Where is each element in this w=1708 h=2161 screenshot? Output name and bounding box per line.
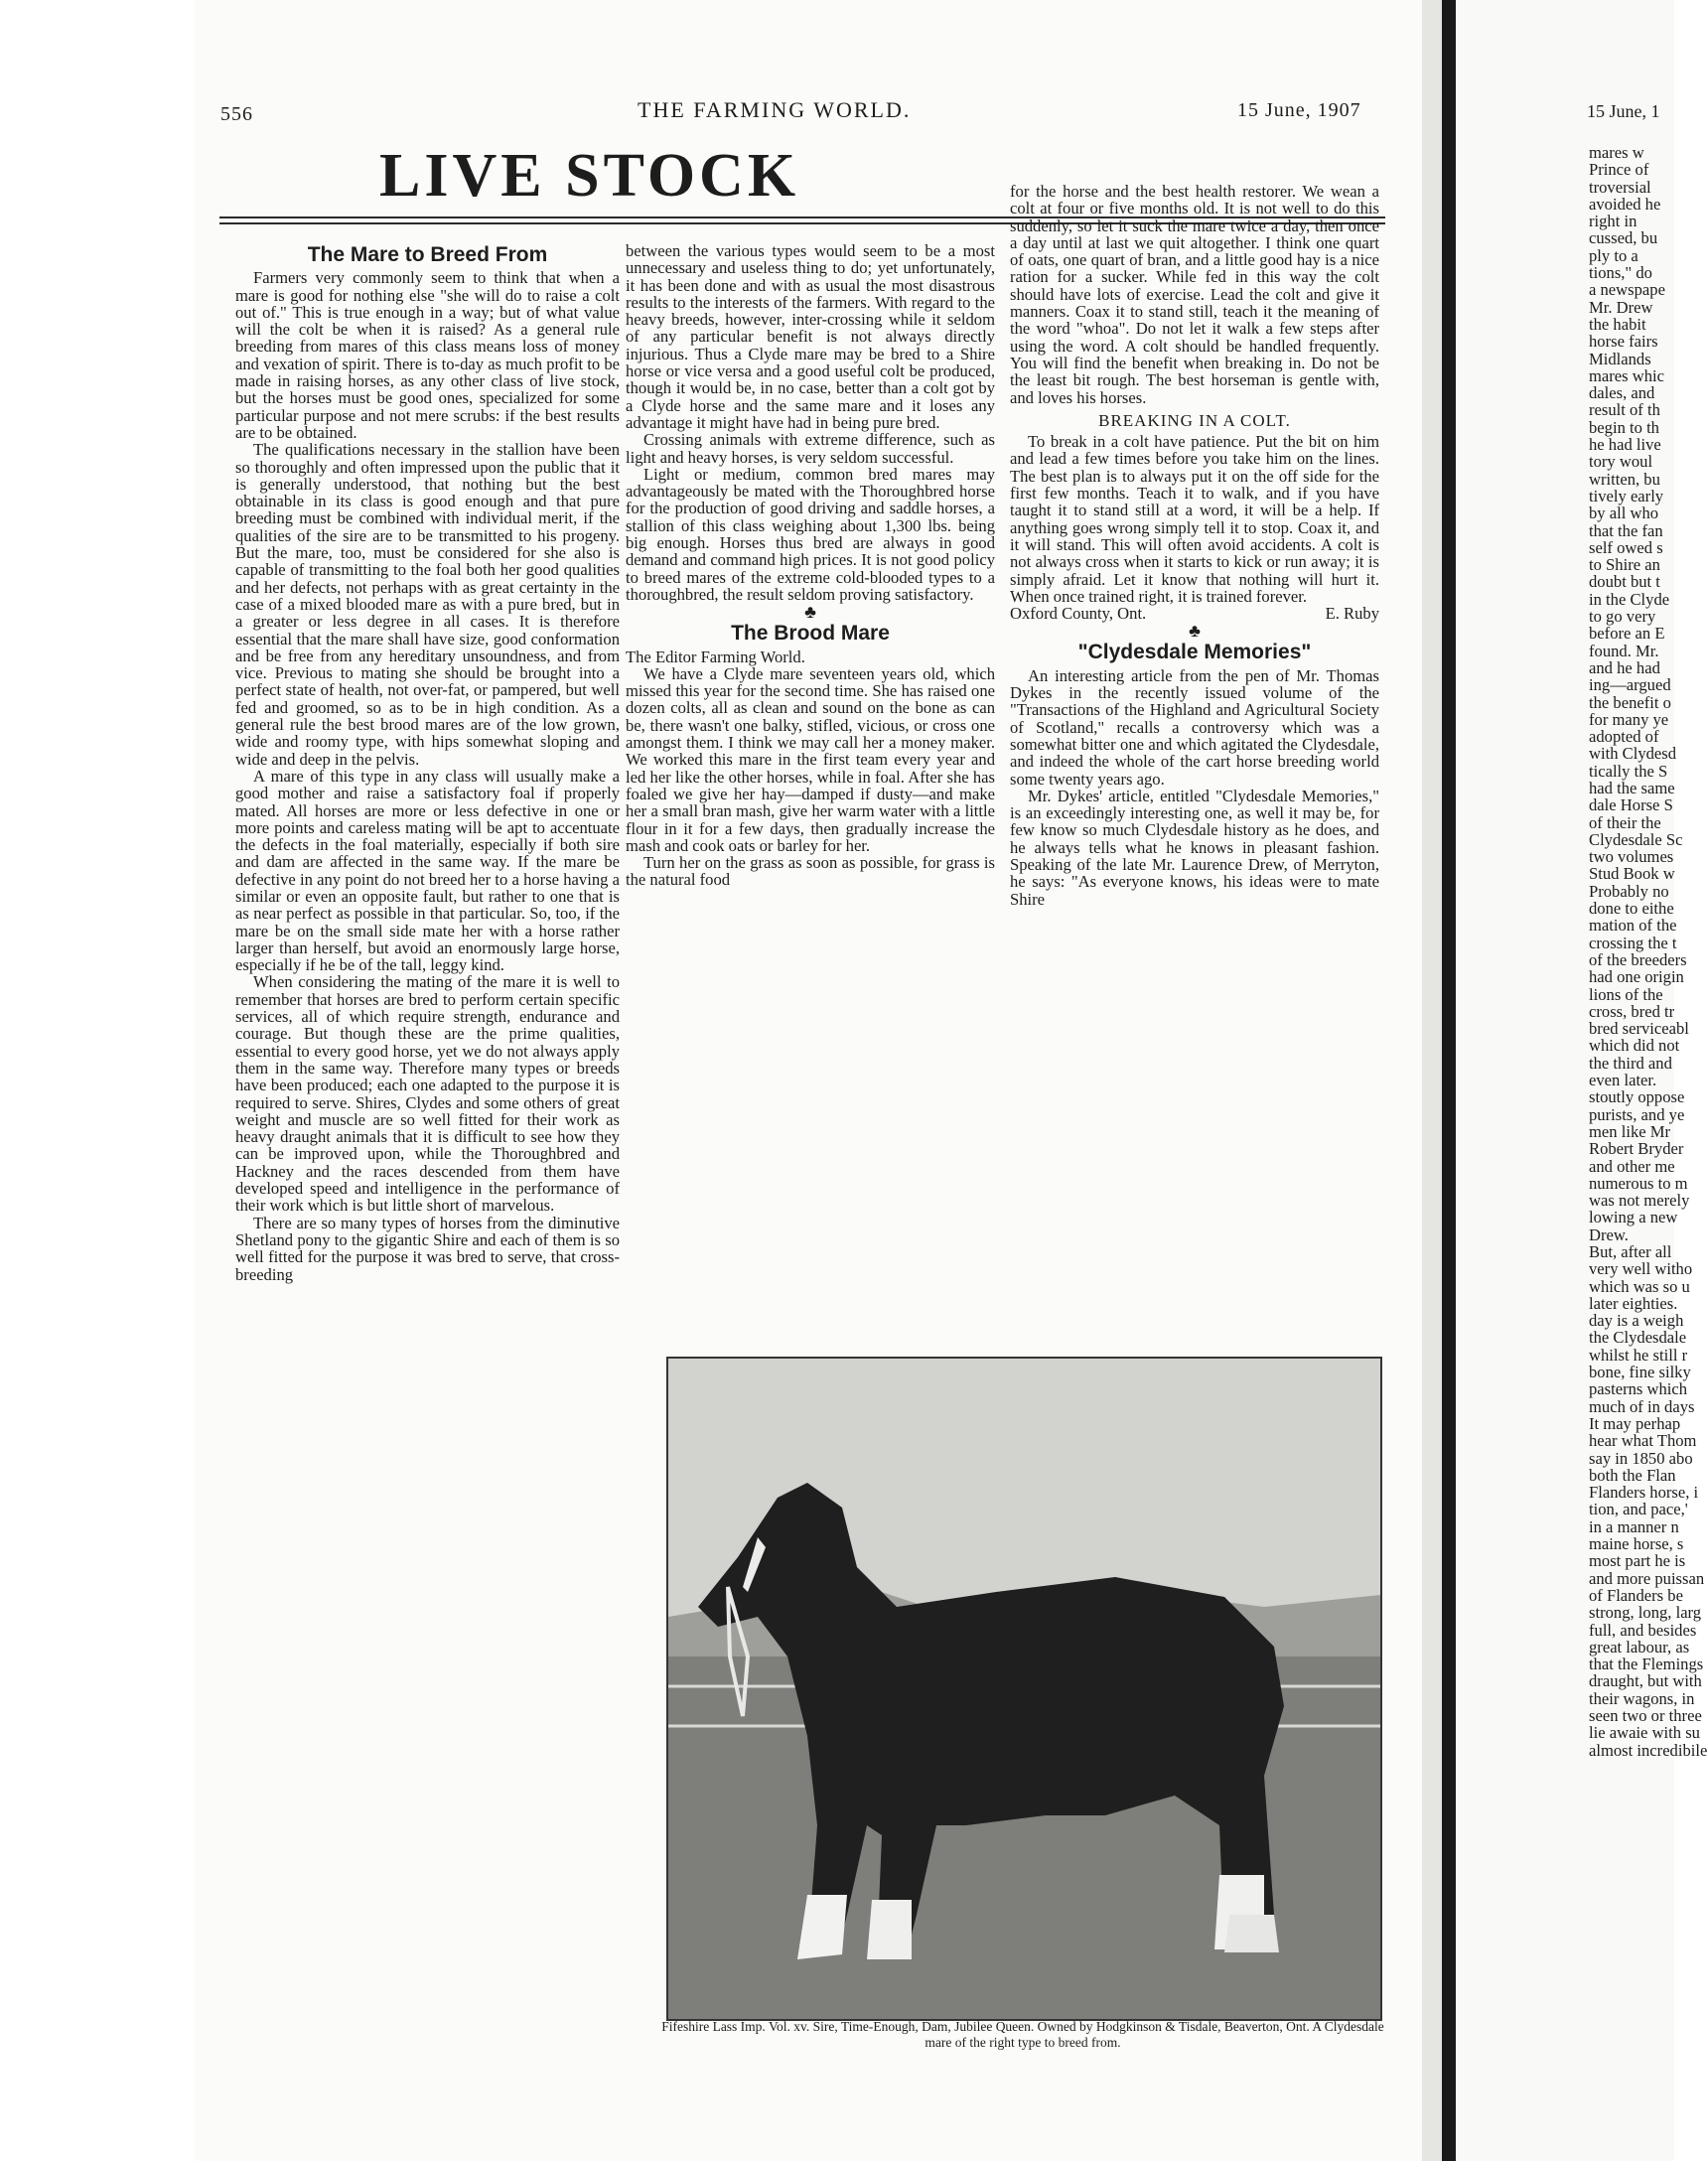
right-column-line: the benefit o bbox=[1589, 692, 1671, 712]
right-column-line: begin to th bbox=[1589, 417, 1659, 437]
right-column-line: for many ye bbox=[1589, 709, 1669, 729]
article-heading-clydesdale-memories: "Clydesdale Memories" bbox=[1077, 641, 1312, 664]
club-divider-icon: ♣ bbox=[1189, 621, 1201, 642]
right-column-line: the third and bbox=[1589, 1053, 1672, 1073]
right-column-line: that the fan bbox=[1589, 520, 1663, 540]
article-column-1 bbox=[235, 242, 620, 2044]
right-column-line: Probably no bbox=[1589, 881, 1669, 901]
right-column-line: purists, and ye bbox=[1589, 1104, 1685, 1124]
article-heading-mare: The Mare to Breed From bbox=[307, 243, 548, 266]
article-column-3 bbox=[1010, 183, 1379, 1335]
publication-title: THE FARMING WORLD. bbox=[638, 97, 912, 122]
right-column-line: Mr. Drew bbox=[1589, 297, 1653, 317]
right-column-line: say in 1850 abo bbox=[1589, 1448, 1693, 1468]
paragraph: Crossing animals with extreme difference, such as light and heavy horses, is very seldom successful. bbox=[626, 430, 995, 467]
right-column-line: pasterns which bbox=[1589, 1379, 1688, 1399]
right-column-line: their wagons, in bbox=[1589, 1688, 1695, 1708]
right-column-line: before an E bbox=[1589, 624, 1665, 644]
signature-name: E. Ruby bbox=[1325, 604, 1379, 624]
paragraph: There are so many types of horses from the diminutive Shetland pony to the gigantic Shire and each of them is so well fitted for the purpose it was bred to serve, that cross-breeding bbox=[235, 1213, 620, 1284]
right-column-line: had one origin bbox=[1589, 967, 1684, 987]
right-column-line: mares whic bbox=[1589, 365, 1665, 385]
right-column-line: great labour, as bbox=[1589, 1637, 1690, 1657]
right-column-line: tively early bbox=[1589, 486, 1664, 505]
right-column-line: he had live bbox=[1589, 435, 1661, 455]
right-column-line: It may perhap bbox=[1589, 1413, 1681, 1433]
right-column-line: troversial bbox=[1589, 177, 1651, 197]
right-column-line: the Clydesdale bbox=[1589, 1328, 1687, 1348]
right-column-line: cussed, bu bbox=[1589, 228, 1658, 248]
right-column-line: very well witho bbox=[1589, 1259, 1693, 1279]
right-column-line: Drew. bbox=[1589, 1225, 1629, 1244]
right-column-line: seen two or three bbox=[1589, 1706, 1702, 1726]
right-column-line: mation of the bbox=[1589, 916, 1677, 936]
paragraph: Turn her on the grass as soon as possible, for grass is the natural food bbox=[626, 853, 995, 890]
paragraph: for the horse and the best health restorer. We wean a colt at four or five months old. It is not well to do this suddenly, so let it suck the mare twice a day, then once a day until at last we quit altogether. I think one quart of oats, one quart of bran, and a little good hay is a nice ration for a sucker. While fed in this way the colt should have lots of exercise. Lead the colt and give it manners. Coax it to stand still, teach it the meaning of the word "whoa". Do not let it walk a few steps after using the word. A colt should be handled frequently. You will find the benefit when breaking in. Do not be the least bit rough. The best horseman is gentle with, and loves his horses. bbox=[1010, 182, 1379, 407]
right-column-line: of Flanders be bbox=[1589, 1585, 1683, 1605]
right-column-line: to go very bbox=[1589, 607, 1656, 627]
right-column-line: tions," do bbox=[1589, 263, 1652, 283]
right-column-line: much of in days bbox=[1589, 1396, 1695, 1416]
right-column-line: done to eithe bbox=[1589, 899, 1674, 919]
right-column-line: both the Flan bbox=[1589, 1465, 1676, 1485]
page-number: 556 bbox=[220, 103, 253, 125]
signature bbox=[1010, 605, 1379, 622]
paragraph: The qualifications necessary in the stallion have been so thoroughly and often impressed upon the public that it is generally understood, that nothing but the best obtainable in its class is good enough and that pure breeding must be combined with individual merit, if the qualities of the sire are to be transmitted to his progeny. But the mare, too, must be considered for she also is capable of transmitting to the foal both her good qualities and her defects, not perhaps with as great certainty in the case of a mixed blooded mare as with a pure bred, but in a greater or less degree in all cases. It is therefore essential that the mare shall have size, good conformation and be free from any hereditary unsoundness, and from vice. Previous to mating she should be brought into a perfect state of health, not over-fat, or pampered, but well fed and groomed, so as to be in high condition. As a general rule the best brood mares are of the low grown, wide and roomy type, with hips somewhat sloping and wide and deep in the pelvis. bbox=[235, 440, 620, 769]
clydesdale-mare-image bbox=[668, 1359, 1380, 2019]
paragraph: We have a Clyde mare seventeen years old, which missed this year for the second time. She has raised one dozen colts, all as clean and sound on the bone as can be, there wasn't one balky, stifled, vicious, or cross one amongst them. I think we may call her a money maker. We worked this mare in the first team every year and led her like the other horses, while in foal. After she has foaled we give her hay—damped if dusty—and make her a small bran mash, give her warm water with a little flour in it for a few days, then gradually increase the mash and cook oats or barley for her. bbox=[626, 663, 995, 855]
paragraph: An interesting article from the pen of Mr. Thomas Dykes in the recently issued volume of the "Transactions of the Highland and Agricultural Society of Scotland," recalls a controversy which was a somewhat bitter one and which agitated the Clydesdale, and indeed the whole of the cart horse breeding world some twenty years ago. bbox=[1010, 665, 1379, 789]
right-column-line: doubt but t bbox=[1589, 572, 1660, 592]
section-title: LIVE STOCK bbox=[379, 142, 800, 210]
right-column-line: crossing the t bbox=[1589, 933, 1677, 952]
right-column-line: tion, and pace,' bbox=[1589, 1500, 1688, 1519]
right-column-line: mares w bbox=[1589, 143, 1644, 162]
right-column-line: bone, fine silky bbox=[1589, 1363, 1691, 1382]
right-column-line: which was so u bbox=[1589, 1276, 1690, 1296]
right-column-line: later eighties. bbox=[1589, 1293, 1678, 1313]
page-gutter bbox=[1422, 0, 1442, 2161]
right-column-line: Prince of bbox=[1589, 160, 1649, 180]
right-column-line: which did not bbox=[1589, 1036, 1680, 1056]
club-divider-icon: ♣ bbox=[804, 602, 816, 623]
right-column-line: to Shire an bbox=[1589, 555, 1660, 575]
issue-date: 15 June, 1907 bbox=[1237, 99, 1361, 121]
right-column-line: had the same bbox=[1589, 778, 1675, 797]
right-column-line: draught, but with bbox=[1589, 1671, 1702, 1691]
right-column-line: lions of the bbox=[1589, 984, 1663, 1004]
right-column-line: men like Mr bbox=[1589, 1121, 1671, 1141]
signature-place: Oxford County, Ont. bbox=[1010, 604, 1147, 624]
right-column-line: with Clydesd bbox=[1589, 744, 1677, 764]
right-column-line: of their the bbox=[1589, 812, 1661, 832]
right-column-line: tory woul bbox=[1589, 452, 1653, 472]
right-column-line: by all who bbox=[1589, 504, 1659, 523]
right-column-line: bred serviceabl bbox=[1589, 1019, 1689, 1039]
right-page-fragment bbox=[1442, 0, 1708, 2161]
right-column-line: almost incredibile bbox=[1589, 1740, 1708, 1760]
right-page-date: 15 June, 1 bbox=[1587, 101, 1660, 121]
right-column-line: Stud Book w bbox=[1589, 864, 1675, 884]
right-column-line: maine horse, s bbox=[1589, 1534, 1684, 1554]
right-column-line: self owed s bbox=[1589, 537, 1663, 557]
right-column-line: was not merely bbox=[1589, 1191, 1690, 1211]
paragraph: Farmers very commonly seem to think that when a mare is good for nothing else "she will do to raise a colt out of." This is true enough in a way; but of what value will the colt be when it is raised? As a general rule breeding from mares of this class means loss of money and vexation of spirit. There is to-day as much profit to be made in raising horses, as any other class of live stock, but the horses must be good ones, specialized for some particular purpose and not mere scrubs: if the best results are to be obtained. bbox=[235, 268, 620, 442]
right-column-line: full, and besides bbox=[1589, 1620, 1697, 1640]
right-page-column bbox=[1589, 144, 1708, 1759]
right-column-line: Clydesdale Sc bbox=[1589, 829, 1683, 849]
right-column-line: most part he is bbox=[1589, 1551, 1686, 1571]
right-column-line: result of th bbox=[1589, 400, 1660, 420]
right-column-line: dales, and bbox=[1589, 383, 1655, 403]
article-heading-brood-mare: The Brood Mare bbox=[731, 622, 890, 646]
paragraph: A mare of this type in any class will usually make a good mother and raise a satisfactory foal if properly mated. All horses are more or less defective in one or more points and careless mating will be apt to accentuate the defects in the foal materially, especially if both sire and dam are affected in the same way. If the mare be defective in any point do not breed her to a horse having a similar or even an opposite fault, but rather to one that is as near perfect as possible in that particular. So, too, if the mare be on the small side mate her with a horse rather larger than herself, but avoid an enormously large horse, especially if he be of the tall, leggy kind. bbox=[235, 766, 620, 975]
right-column-line: stoutly oppose bbox=[1589, 1087, 1685, 1107]
right-column-line: adopted of bbox=[1589, 727, 1659, 747]
paragraph: When considering the mating of the mare it is well to remember that horses are bred to perform certain specific services, all of which require strength, endurance and courage. But though these are the prime qualities, essential to every good horse, yet we do not always apply them in the same way. Therefore many types or breeds have been produced; each one adapted to the purpose it is required to serve. Shires, Clydes and some others of great weight and muscle are so well fitted for their work as heavy draught animals that it is difficult to see how they can be improved upon, while the Thoroughbred and Hackney and the races descended from them have developed speed and intelligence in the performance of their work which is but little short of marvelous. bbox=[235, 972, 620, 1216]
horse-photograph bbox=[666, 1357, 1382, 2021]
right-column-line: written, bu bbox=[1589, 469, 1660, 489]
right-column-line: and other me bbox=[1589, 1156, 1675, 1176]
salutation: The Editor Farming World. bbox=[626, 647, 805, 666]
subheading-breaking-colt: BREAKING IN A COLT. bbox=[1098, 410, 1291, 430]
right-column-line: right in bbox=[1589, 212, 1637, 231]
right-column-line: in a manner n bbox=[1589, 1516, 1679, 1536]
right-column-line: But, after all bbox=[1589, 1242, 1672, 1261]
right-column-line: the habit bbox=[1589, 314, 1646, 334]
right-column-line: ply to a bbox=[1589, 245, 1638, 265]
paragraph: between the various types would seem to be a most unnecessary and useless thing to do; yet unfortunately, it has been done and with as usual the most disastrous results to the interests of the farmers. With regard to the heavy breeds, however, inter-crossing while it seldom of any particular benefit is not always directly injurious. Thus a Clyde mare may be bred to a Shire horse or vice versa and a good useful colt be produced, though it would be, in no case, better than a colt got by a Clyde horse and the same mare and it loses any advantage it might have had in being pure bred. bbox=[626, 241, 995, 432]
right-column-line: and he had bbox=[1589, 657, 1660, 677]
paragraph: Light or medium, common bred mares may advantageously be mated with the Thoroughbred horse for the production of good driving and saddle horses, a stallion of this class weighing about 1,300 lbs. being big enough. Horses thus bred are always in good demand and command high prices. It is not good policy to breed mares of the extreme cold-blooded types to a thoroughbred, the result seldom proving satisfactory. bbox=[626, 464, 995, 604]
right-column-line: strong, long, larg bbox=[1589, 1603, 1702, 1623]
right-column-line: Midlands bbox=[1589, 349, 1651, 368]
paragraph: To break in a colt have patience. Put the bit on him and lead a few times before you take him on the lines. The best plan is to always put it on the off side for the first few months. Teach it to walk, and if you have taught it to stand still at a word, it will be a help. If anything goes wrong simply tell it to stop. Coax it, and it will stand. This will often avoid accidents. A colt is not always cross when it starts to kick or run away; it is simply afraid. Let it know that nothing will hurt it. When once trained right, it is trained forever. bbox=[1010, 432, 1379, 606]
right-column-line: lowing a new bbox=[1589, 1208, 1678, 1227]
right-column-line: avoided he bbox=[1589, 194, 1661, 214]
right-column-line: Robert Bryder bbox=[1589, 1139, 1684, 1159]
right-column-line: two volumes bbox=[1589, 847, 1674, 867]
right-column-line: even later. bbox=[1589, 1071, 1657, 1090]
right-column-line: of the breeders bbox=[1589, 949, 1687, 969]
right-column-line: day is a weigh bbox=[1589, 1311, 1684, 1331]
right-column-line: that the Flemings bbox=[1589, 1655, 1704, 1674]
right-column-line: whilst he still r bbox=[1589, 1345, 1688, 1365]
right-column-line: hear what Thom bbox=[1589, 1431, 1697, 1451]
right-column-line: in the Clyde bbox=[1589, 589, 1670, 609]
photo-caption: Fifeshire Lass Imp. Vol. xv. Sire, Time-Enough, Dam, Jubilee Queen. Owned by Hodgkinson & Tisdale, Beaverton, Ont. A Clydesdale mare of the right type to breed from. bbox=[661, 2019, 1384, 2050]
right-column-line: tically the S bbox=[1589, 761, 1668, 781]
right-column-line: found. Mr. bbox=[1589, 641, 1659, 660]
right-column-line: numerous to m bbox=[1589, 1173, 1688, 1193]
right-column-line: dale Horse S bbox=[1589, 795, 1673, 815]
right-column-line: and more puissan bbox=[1589, 1568, 1705, 1588]
right-column-line: lie awaie with su bbox=[1589, 1723, 1700, 1743]
right-column-line: horse fairs bbox=[1589, 332, 1658, 352]
right-column-line: a newspape bbox=[1589, 280, 1665, 300]
right-column-line: cross, bred tr bbox=[1589, 1001, 1675, 1021]
article-column-2 bbox=[626, 242, 995, 1335]
right-column-line: Flanders horse, i bbox=[1589, 1483, 1699, 1503]
paragraph: Mr. Dykes' article, entitled "Clydesdale Memories," is an exceedingly interesting one, as well it may be, for few know so much Clydesdale history as he does, and he always tells what he knows in pleasant fashion. Speaking of the late Mr. Laurence Drew, of Merryton, he says: "As everyone knows, his ideas were to mate Shire bbox=[1010, 786, 1379, 909]
right-column-line: ing—argued bbox=[1589, 675, 1671, 695]
